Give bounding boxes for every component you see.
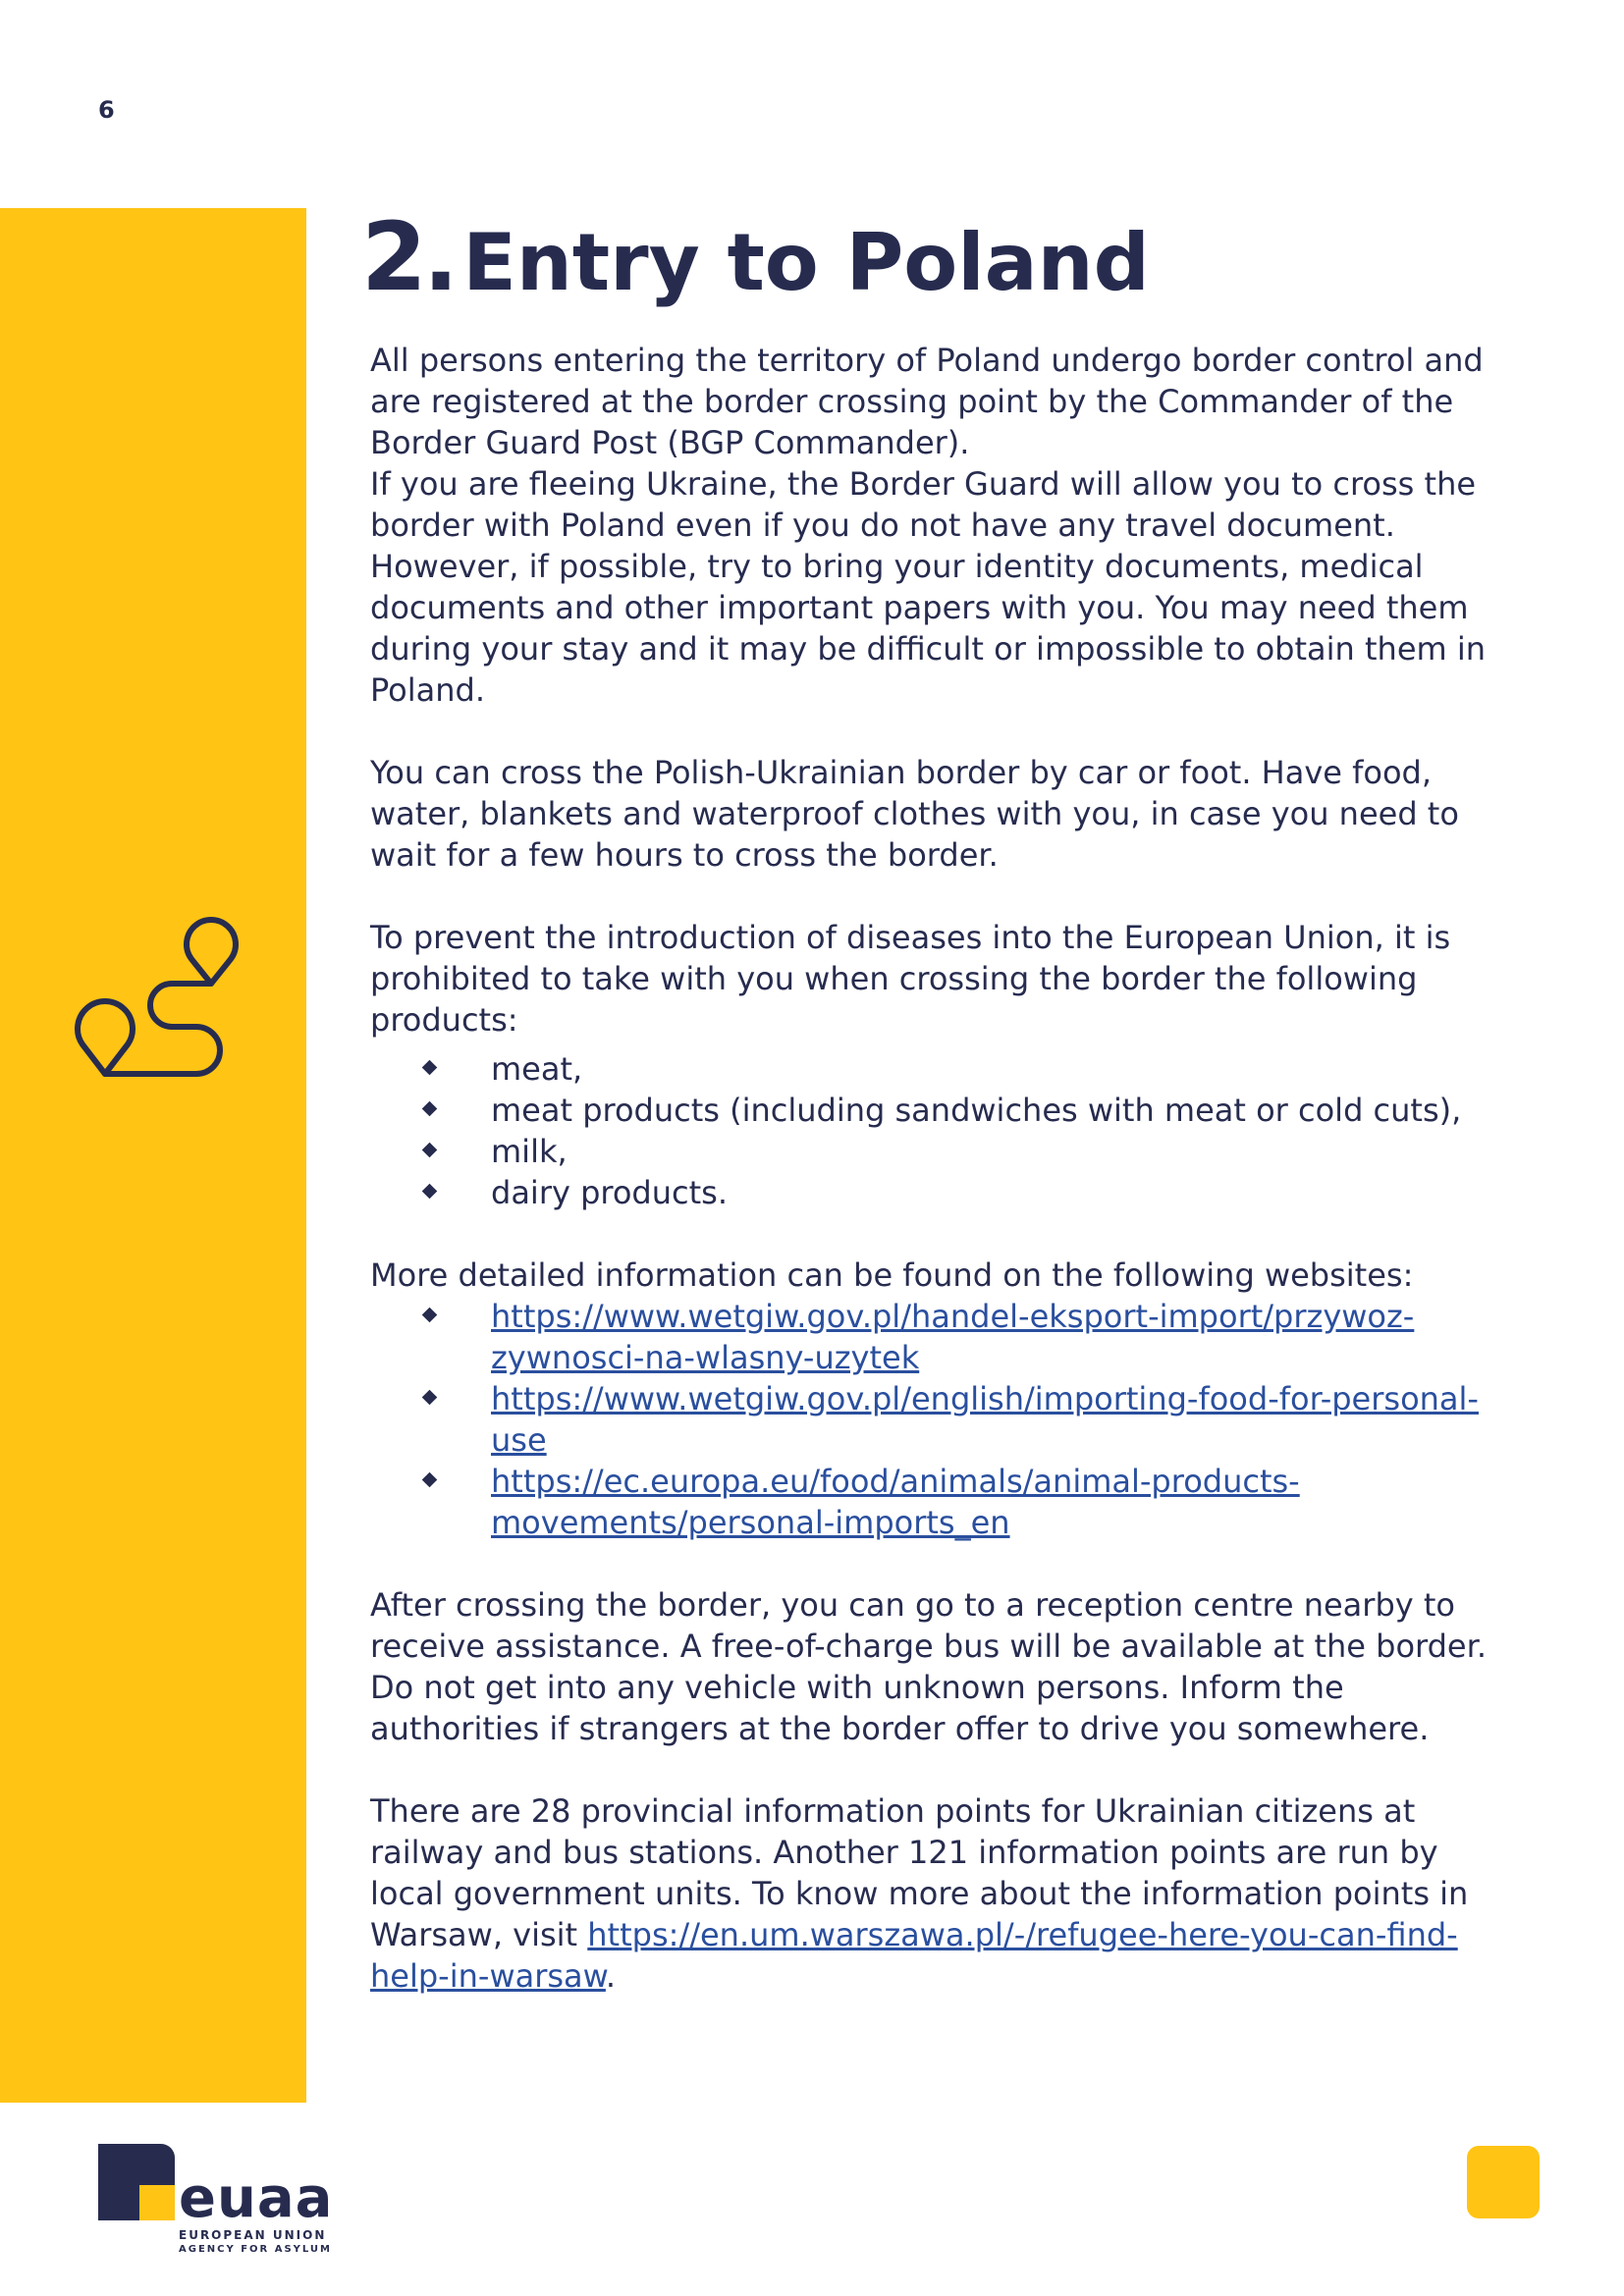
section-number: 2. — [361, 202, 456, 312]
list-item — [370, 1461, 1489, 1543]
prohibited-list — [370, 1048, 1489, 1213]
main-content — [370, 340, 1489, 2038]
logo-word: euaa — [179, 2166, 334, 2230]
list-item: meat, — [370, 1048, 1489, 1090]
diamond-bullet-icon — [422, 1390, 438, 1406]
diamond-bullet-icon — [422, 1143, 438, 1158]
websites-intro: More detailed information can be found on the following websites: — [370, 1256, 1414, 1294]
intro-paragraph-1: All persons entering the territory of Poland undergo border control and are registered at the border crossing point by the Commander of the Border Guard Post (BGP Commander). — [370, 342, 1484, 461]
diamond-bullet-icon — [422, 1308, 438, 1323]
logo-subtitle-2: AGENCY FOR ASYLUM — [179, 2244, 332, 2255]
crossing-paragraph: You can cross the Polish-Ukrainian border by car or foot. Have food, water, blankets and waterproof clothes with you, in case you need to wait for a few hours to cross the border. — [370, 754, 1459, 874]
after-crossing-paragraph: After crossing the border, you can go to a reception centre nearby to receive assistance. A free-of-charge bus will be available at the border. Do not get into any vehicle with unknown persons. Inform the authorities if strangers at the border offer to drive you somewhere. — [370, 1586, 1487, 1747]
page-title — [361, 202, 1150, 312]
list-item — [370, 1378, 1489, 1461]
diamond-bullet-icon — [422, 1060, 438, 1076]
decorative-corner-square — [1467, 2146, 1540, 2218]
page-number: 6 — [98, 96, 115, 124]
intro-paragraph-2: If you are fleeing Ukraine, the Border Guard will allow you to cross the border with Poland even if you do not have any travel document. However, if possible, try to bring your identity documents, medical documents and other important papers with you. You may need them during your stay and it may be difficult or impossible to obtain them in Poland. — [370, 465, 1487, 709]
route-pins-icon — [59, 885, 255, 1082]
diamond-bullet-icon — [422, 1472, 438, 1488]
list-item — [370, 1296, 1489, 1378]
prohibited-intro: To prevent the introduction of diseases into the European Union, it is prohibited to take with you when crossing the border the following products: — [370, 919, 1451, 1039]
list-item: dairy products. — [370, 1172, 1489, 1213]
logo-mark-icon — [98, 2144, 175, 2220]
list-item: meat products (including sandwiches with meat or cold cuts), — [370, 1090, 1489, 1131]
section-title: Entry to Poland — [462, 217, 1150, 308]
logo-subtitle-1: EUROPEAN UNION — [179, 2228, 327, 2242]
website-link-3[interactable]: https://ec.europa.eu/food/animals/animal-products-movements/personal-imports_en — [491, 1463, 1300, 1541]
diamond-bullet-icon — [422, 1184, 438, 1200]
diamond-bullet-icon — [422, 1101, 438, 1117]
website-link-1[interactable]: https://www.wetgiw.gov.pl/handel-eksport-import/przywoz-zywnosci-na-wlasny-uzytek — [491, 1298, 1415, 1376]
yellow-sidebar-band — [0, 208, 306, 2103]
list-item: milk, — [370, 1131, 1489, 1172]
warsaw-info-link[interactable]: https://en.um.warszawa.pl/-/refugee-here-you-can-find-help-in-warsaw — [370, 1916, 1458, 1995]
info-points-paragraph: There are 28 provincial information points for Ukrainian citizens at railway and bus stations. Another 121 information points are run by local government units. To know more about the information points in Warsaw, visit https://en.um.warszawa.pl/-/refugee-here-you-can-find-help-in-warsaw. — [370, 1792, 1469, 1995]
website-link-2[interactable]: https://www.wetgiw.gov.pl/english/importing-food-for-personal-use — [491, 1380, 1479, 1459]
websites-list — [370, 1296, 1489, 1543]
euaa-logo — [98, 2144, 334, 2255]
